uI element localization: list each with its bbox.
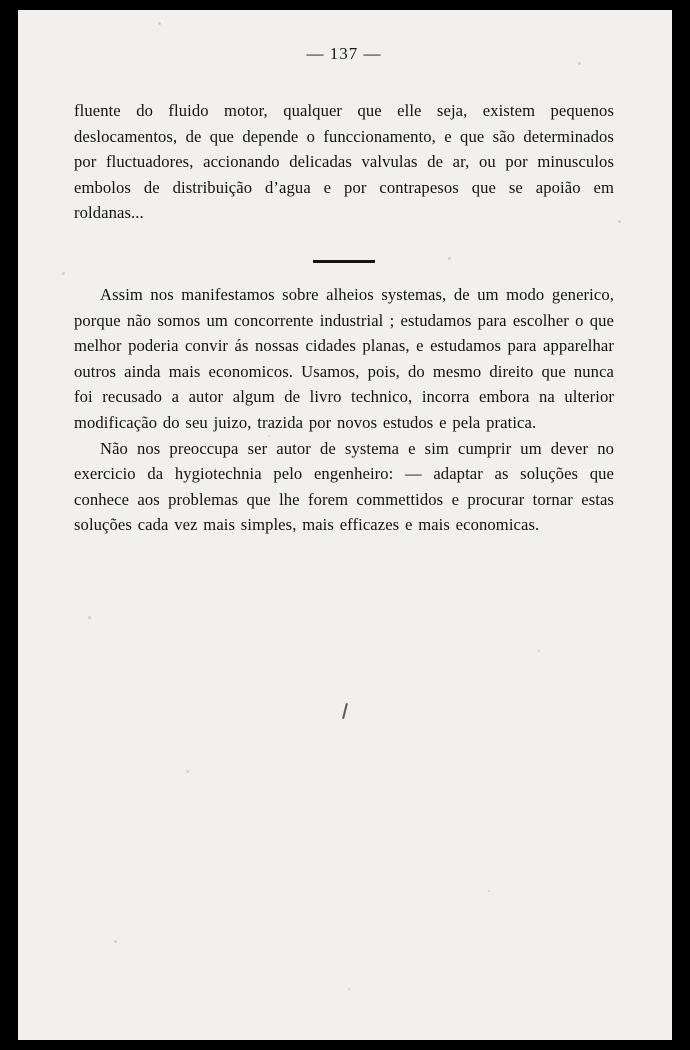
paper-speckle — [114, 940, 117, 943]
horizontal-rule-icon — [313, 260, 375, 263]
section-ornament — [74, 250, 614, 260]
paper-speckle — [62, 272, 65, 275]
body-paragraph-2: Assim nos manifestamos sobre alheios systemas, de um modo generico, porque não somos um concorrente industrial ; estudamos para escolher o que melhor poderia convir ás nossas cidades planas, e estudamos para apparelhar outros ainda mais economicos. Usamos, pois, do mesmo direito que nunca foi recusado a autor algum de livro technico, incorra embora na ulterior modificação do seu juizo, trazida por novos estudos e pela pratica. — [74, 284, 614, 432]
paper-speckle — [488, 890, 490, 892]
paper-surface — [18, 10, 672, 1040]
paper-speckle — [186, 770, 189, 773]
paper-speckle — [348, 988, 350, 990]
paper-speckle — [618, 220, 621, 223]
body-paragraph-1: fluente do fluido motor, qualquer que elle seja, existem pequenos deslocamentos, de que depende o funccionamento, e que são determinados por fluctuadores, accionando delicadas valvulas de ar, ou por minusculos embolos de distribuição d’agua e por contrapesos que se apoião em roldanas... — [74, 101, 614, 223]
paper-speckle — [158, 22, 161, 25]
pen-stray-mark — [342, 703, 348, 719]
paper-speckle — [538, 650, 540, 652]
page-number: — 137 — — [306, 44, 382, 63]
page-content — [74, 44, 614, 538]
body-paragraph-3: Não nos preoccupa ser autor de systema e sim cumprir um dever no exercicio da hygiotechnia pelo engenheiro: — adaptar as soluções que conhece aos problemas que lhe forem commettidos e procurar tornar estas soluções cada vez mais simples, mais efficazes e mais economicas. — [74, 438, 614, 535]
paper-speckle — [88, 616, 91, 619]
